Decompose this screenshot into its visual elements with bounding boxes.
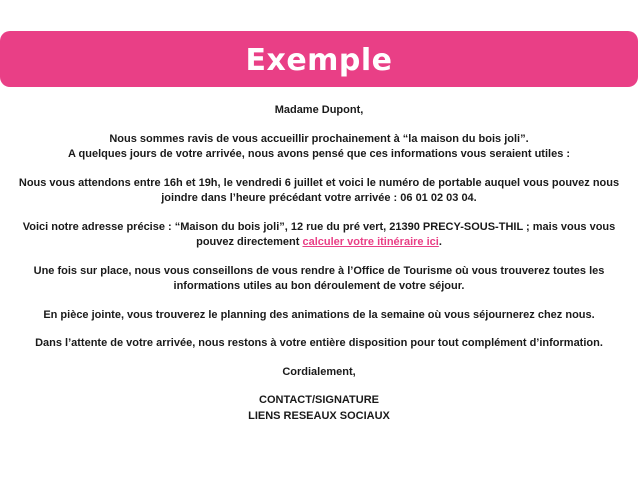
page-title: Exemple [245,42,393,78]
arrival-paragraph: Nous vous attendons entre 16h et 19h, le vendredi 6 juillet et voici le numéro de portable auquel vous pouvez nous joindre dans l’heure précédant votre arrivée : 06 01 02 03 04. [18,176,620,204]
itinerary-link[interactable]: calculer votre itinéraire ici [302,236,439,248]
address-paragraph [8,220,630,251]
address-end: . [438,236,442,248]
intro-line-2: A quelques jours de votre arrivée, nous avons pensé que ces informations vous seraient utiles : [67,148,571,160]
attachment-paragraph: En pièce jointe, vous trouverez le planning des animations de la semaine où vous séjournerez chez nous. [43,308,595,321]
address-text: Voici notre adresse précise : “Maison du bois joli”, 12 rue du pré vert, 21390 PRECY-SOUS-THIL ; mais vous vous pouvez directement [22,220,616,248]
contact-signature: CONTACT/SIGNATURE [259,394,379,406]
letter-body [8,103,630,424]
tourism-paragraph: Une fois sur place, nous vous conseillons de vous rendre à l’Office de Tourisme où vous trouverez toutes les informations utiles au bon déroulement de votre séjour. [33,264,605,292]
intro-line-1: Nous sommes ravis de vous accueillir prochainement à “la maison du bois joli”. [109,132,529,145]
closing-paragraph: Dans l’attente de votre arrivée, nous restons à votre entière disposition pour tout complément d’information. [35,337,603,349]
salutation: Madame Dupont, [274,104,364,116]
title-banner [0,31,638,87]
social-links: LIENS RESEAUX SOCIAUX [248,409,390,422]
sign-off: Cordialement, [282,365,356,378]
